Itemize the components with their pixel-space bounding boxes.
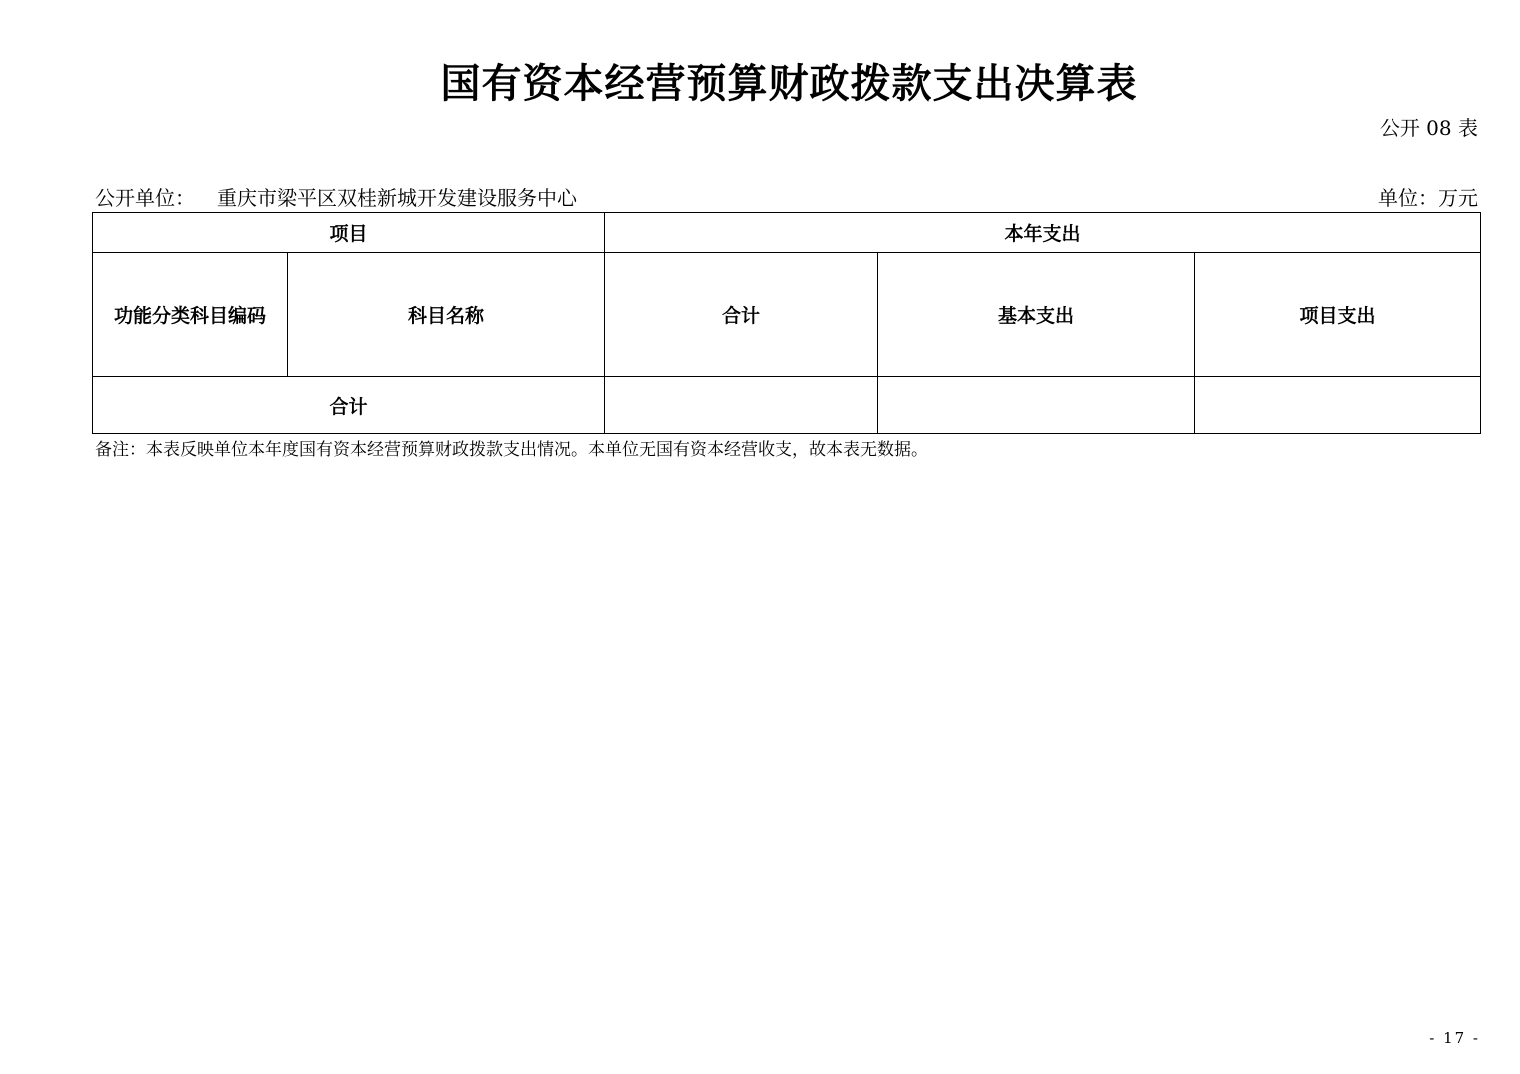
- total-row-project-cell: [1195, 377, 1481, 434]
- total-row-basic-cell: [878, 377, 1195, 434]
- document-title: 国有资本经营预算财政拨款支出决算表: [440, 61, 1138, 107]
- table-total-row: [93, 377, 1481, 434]
- header-current-year-expenditure: 本年支出: [605, 213, 1481, 253]
- column-header-total: 合计: [605, 253, 878, 377]
- unit-label: 公开单位：: [95, 186, 195, 210]
- total-row-label: 合计: [93, 377, 605, 434]
- table-header-row: [93, 213, 1481, 253]
- table-subheader-row: [93, 253, 1481, 377]
- table-number: 公开 08 表: [1379, 116, 1478, 140]
- expenditure-table: [92, 212, 1481, 434]
- page-number: - 17 -: [1429, 1029, 1480, 1047]
- header-item: 项目: [93, 213, 605, 253]
- column-header-code: 功能分类科目编码: [93, 253, 288, 377]
- currency-unit: 单位：万元: [1378, 186, 1478, 210]
- column-header-project: 项目支出: [1195, 253, 1481, 377]
- column-header-basic: 基本支出: [878, 253, 1195, 377]
- organization-name: 重庆市梁平区双桂新城开发建设服务中心: [217, 186, 577, 210]
- total-row-total-cell: [605, 377, 878, 434]
- column-header-name: 科目名称: [288, 253, 605, 377]
- reporting-unit: [95, 185, 577, 211]
- table-note: 备注：本表反映单位本年度国有资本经营预算财政拨款支出情况。本单位无国有资本经营收支，故本表无数据。: [95, 440, 928, 460]
